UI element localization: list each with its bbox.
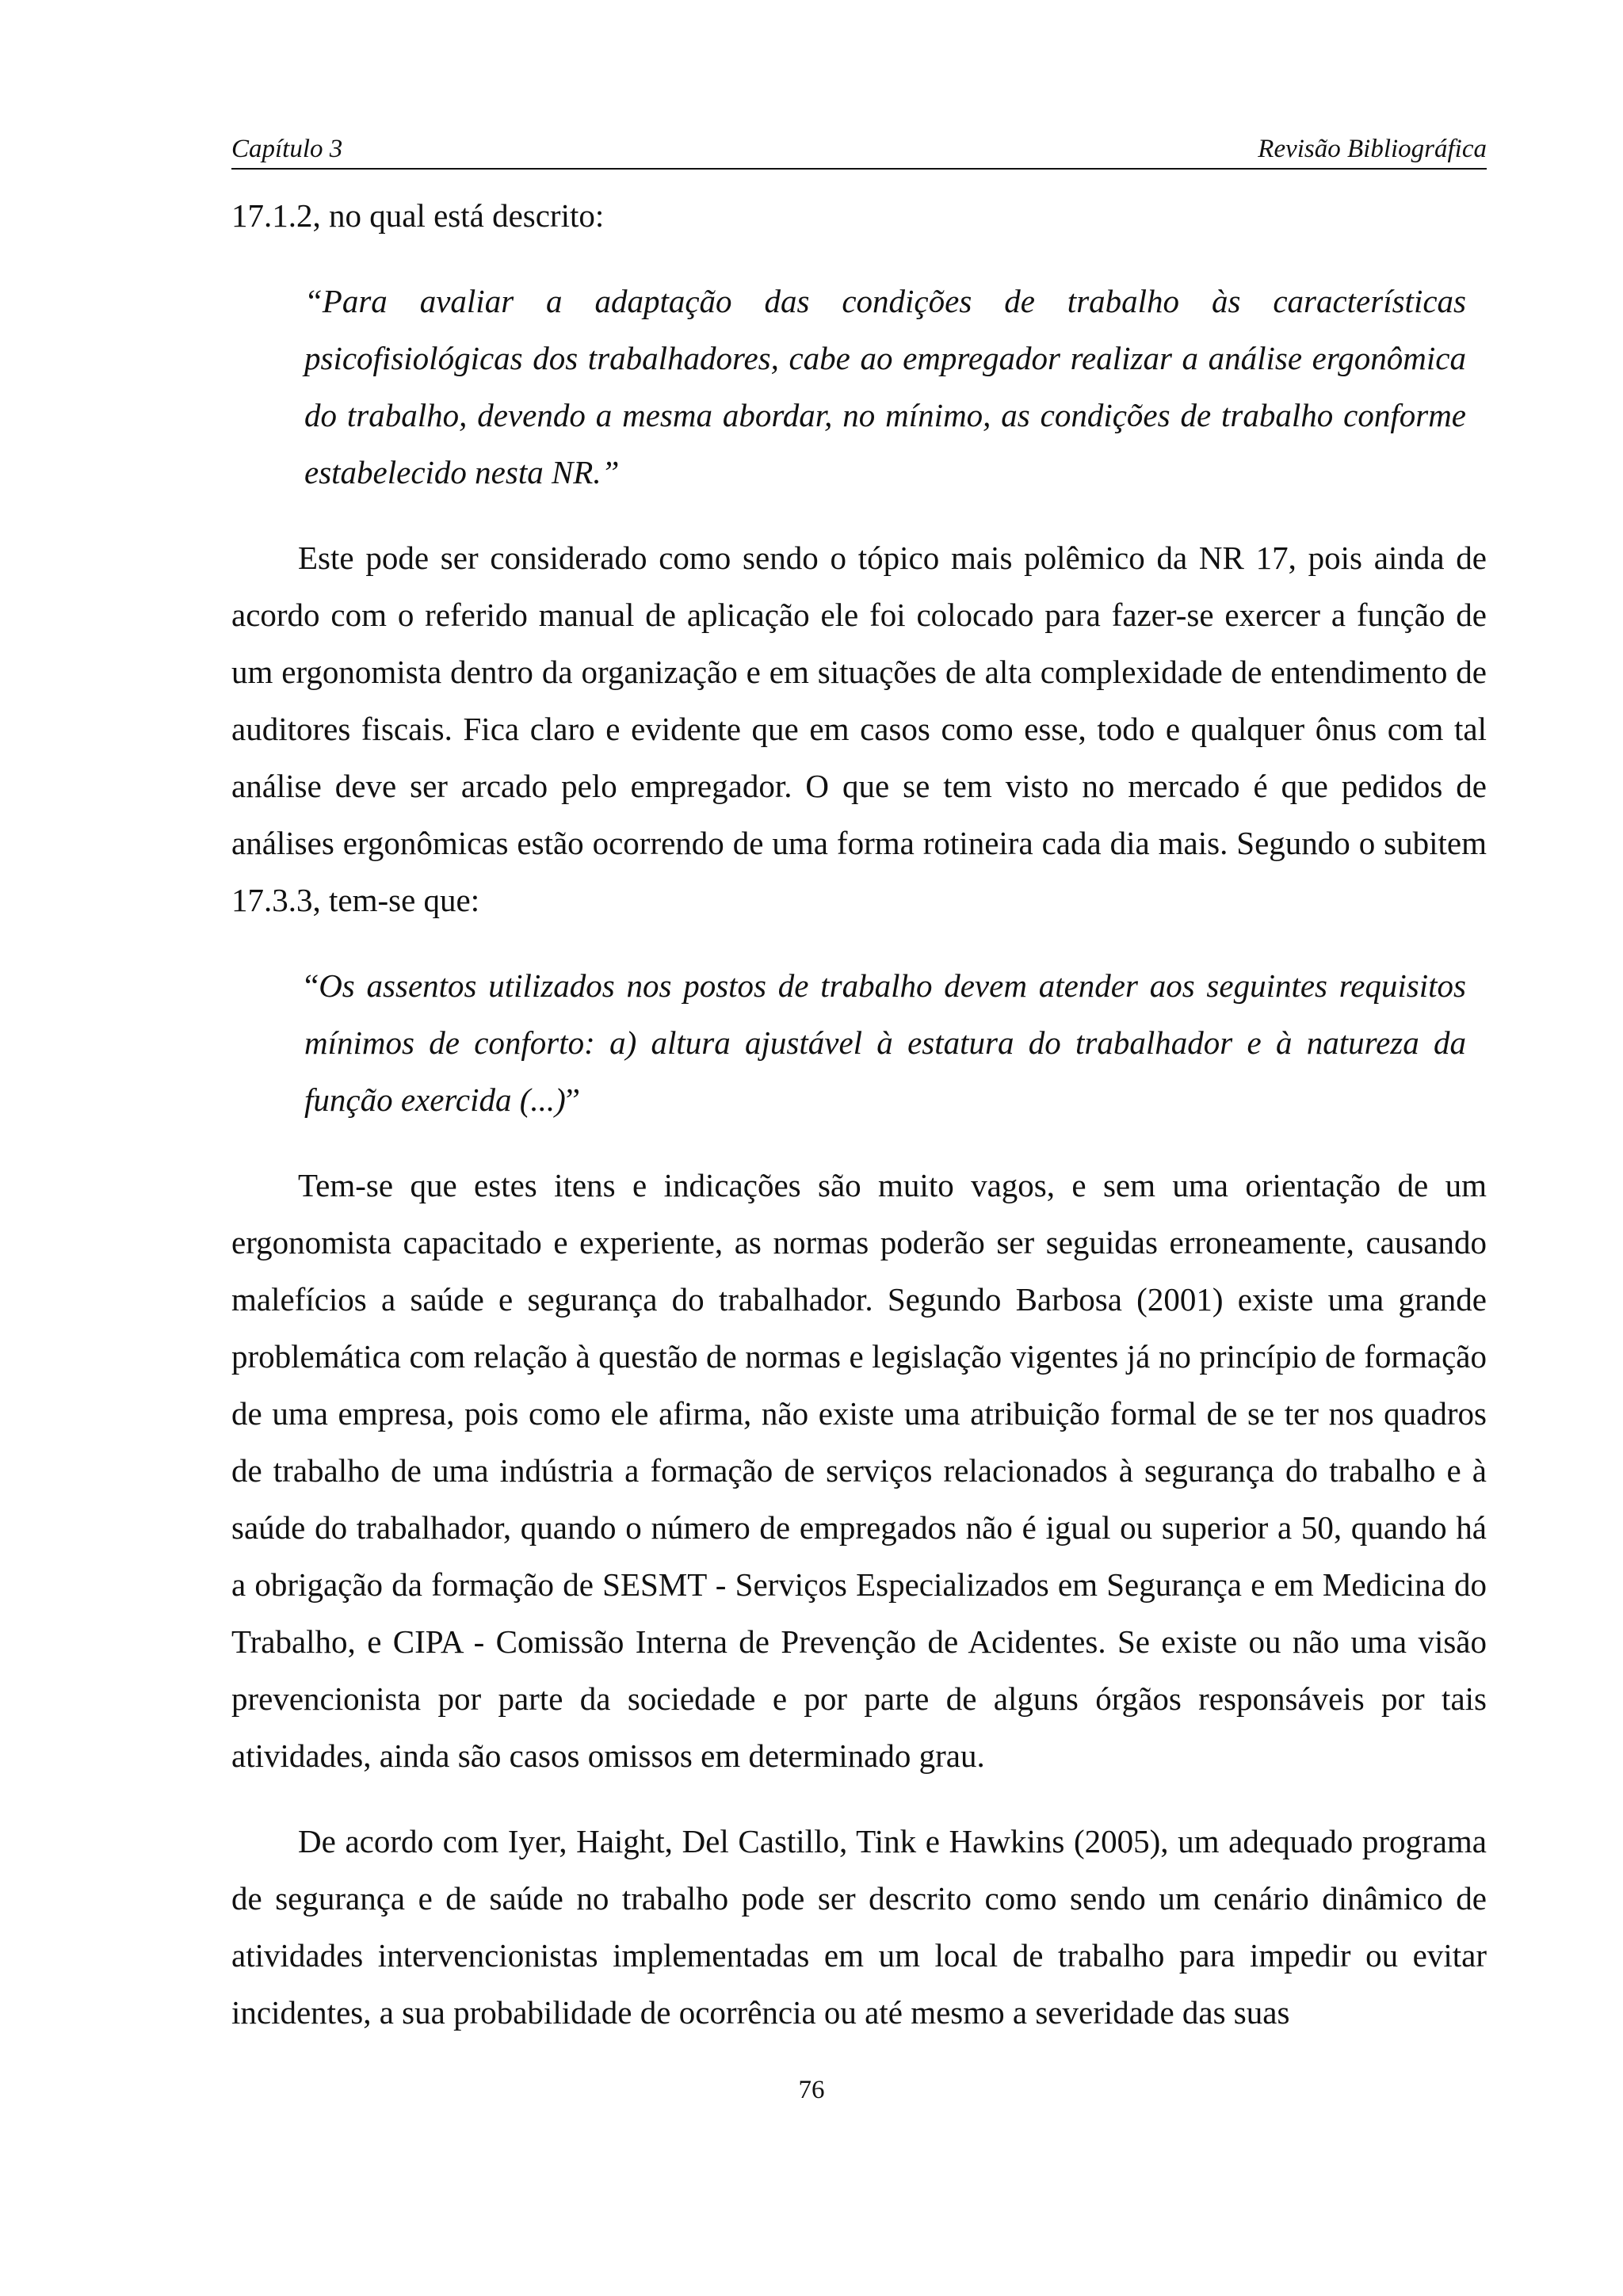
block-quote-1: “Para avaliar a adaptação das condições de trabalho às características psicofisiológicas dos trabalhadores, cabe ao empregador realizar a análise ergonômica do trabalho, devendo a mesma abordar, no mínimo, as condições de trabalho conforme estabelecido nesta NR.” (304, 283, 1466, 490)
quote-close-mark: ” (565, 1081, 580, 1118)
paragraph-2: Tem-se que estes itens e indicações são muito vagos, e sem uma orientação de um ergonomista capacitado e experiente, as normas poderão ser seguidas erroneamente, causando malefícios a saúde e segurança do trabalhador. Segundo Barbosa (2001) existe uma grande problemática com relação à questão de normas e legislação vigentes já no princípio de formação de uma empresa, pois como ele afirma, não existe uma atribuição formal de se ter nos quadros de trabalho de uma indústria a formação de serviços relacionados à segurança do trabalho e à saúde do trabalhador, quando o número de empregados não é igual ou superior a 50, quando há a obrigação da formação de SESMT - Serviços Especializados em Segurança e em Medicina do Trabalho, e CIPA - Comissão Interna de Prevenção de Acidentes. Se existe ou não uma visão prevencionista por parte da sociedade e por parte de alguns órgãos responsáveis por tais atividades, ainda são casos omissos em determinado grau. (231, 1167, 1487, 1774)
paragraph-3: De acordo com Iyer, Haight, Del Castillo, Tink e Hawkins (2005), um adequado programa de segurança e de saúde no trabalho pode ser descrito como sendo um cenário dinâmico de atividades intervencionistas implementadas em um local de trabalho para impedir ou evitar incidentes, a sua probabilidade de ocorrência ou até mesmo a severidade das suas (231, 1823, 1487, 2031)
block-quote-2 (304, 957, 1466, 1128)
running-header (231, 130, 1487, 170)
intro-line: 17.1.2, no qual está descrito: (231, 197, 605, 234)
paragraph-1: Este pode ser considerado como sendo o tópico mais polêmico da NR 17, pois ainda de acordo com o referido manual de aplicação ele foi colocado para fazer-se exercer a função de um ergonomista dentro da organização e em situações de alta complexidade de entendimento de auditores fiscais. Fica claro e evidente que em casos como esse, todo e qualquer ônus com tal análise deve ser arcado pelo empregador. O que se tem visto no mercado é que pedidos de análises ergonômicas estão ocorrendo de uma forma rotineira cada dia mais. Segundo o subitem 17.3.3, tem-se que: (231, 540, 1487, 918)
section-label: Revisão Bibliográfica (1258, 135, 1487, 163)
quote-2-text: Os assentos utilizados nos postos de trabalho devem atender aos seguintes requisitos mínimos de conforto: a) altura ajustável à estatura do trabalhador e à natureza da função exercida (...) (304, 967, 1466, 1118)
page-number: 76 (798, 2076, 825, 2104)
quote-open-mark: “ (304, 967, 319, 1004)
chapter-label: Capítulo 3 (231, 135, 343, 163)
body-text (231, 187, 1487, 2041)
